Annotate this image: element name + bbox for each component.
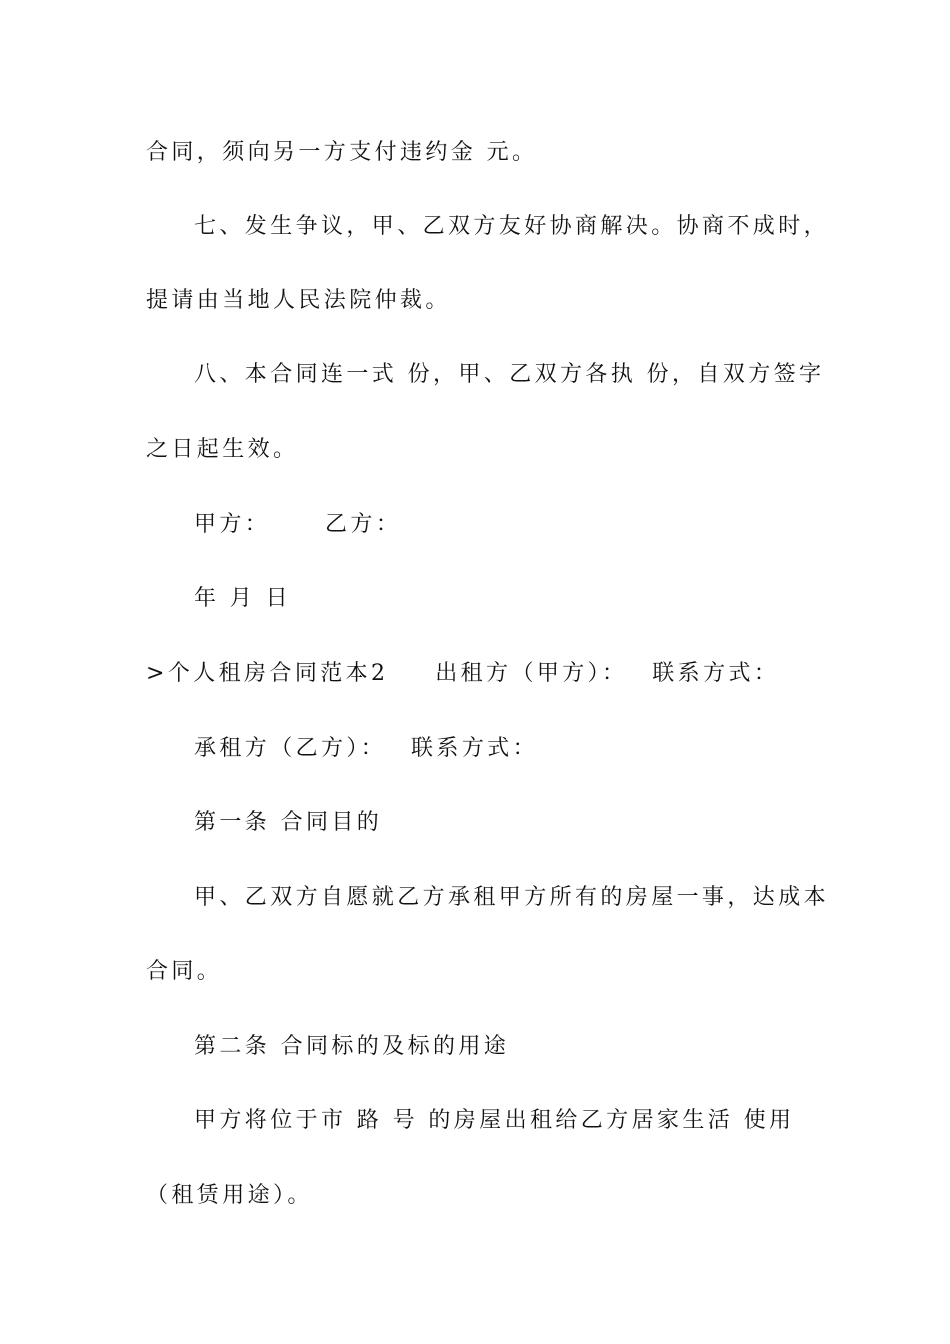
text-segment: 七、发生争议，甲、乙双方友好协商解决。协商不成时， xyxy=(194,214,830,239)
article-2-heading: 第二条 合同标的及标的用途 xyxy=(194,1034,510,1059)
text-segment: 合同，须向另一方支付违约金 元。 xyxy=(146,140,538,165)
lessee-label: 承租方（乙方）： xyxy=(194,736,387,761)
text-line xyxy=(146,286,826,316)
text-segment: 甲方将位于市 路 号 的房屋出租给乙方居家生活 使用 xyxy=(194,1108,795,1133)
text-line xyxy=(194,734,874,764)
text-line xyxy=(146,435,826,465)
party-b-label: 乙方： xyxy=(325,512,402,537)
signature-line xyxy=(194,510,874,540)
article-heading xyxy=(194,808,874,838)
date-line xyxy=(194,584,874,614)
article-1-heading: 第一条 合同目的 xyxy=(194,810,383,835)
text-segment: 甲、乙双方自愿就乙方承租甲方所有的房屋一事，达成本 xyxy=(194,885,830,910)
contract-title: >个人租房合同范本2 xyxy=(146,661,389,686)
date-text: 年 月 日 xyxy=(194,586,291,611)
text-segment: 合同。 xyxy=(146,959,223,984)
text-line xyxy=(146,957,826,987)
party-a-label: 甲方： xyxy=(194,512,271,537)
lessor-contact-label: 联系方式： xyxy=(652,661,780,686)
text-segment: 八、本合同连一式 份，甲、乙双方各执 份，自双方签字 xyxy=(194,362,825,387)
text-line xyxy=(146,138,826,168)
text-line xyxy=(194,212,874,242)
text-line xyxy=(194,360,874,390)
lessor-label: 出租方（甲方）： xyxy=(435,661,628,686)
text-line xyxy=(194,1106,874,1136)
text-segment: （租赁用途）。 xyxy=(146,1183,313,1208)
text-line xyxy=(146,1181,826,1211)
text-segment: 之日起生效。 xyxy=(146,437,299,462)
text-line xyxy=(146,659,826,689)
text-line xyxy=(194,883,874,913)
text-segment: 提请由当地人民法院仲裁。 xyxy=(146,288,451,313)
article-heading xyxy=(194,1032,874,1062)
lessee-contact-label: 联系方式： xyxy=(411,736,539,761)
